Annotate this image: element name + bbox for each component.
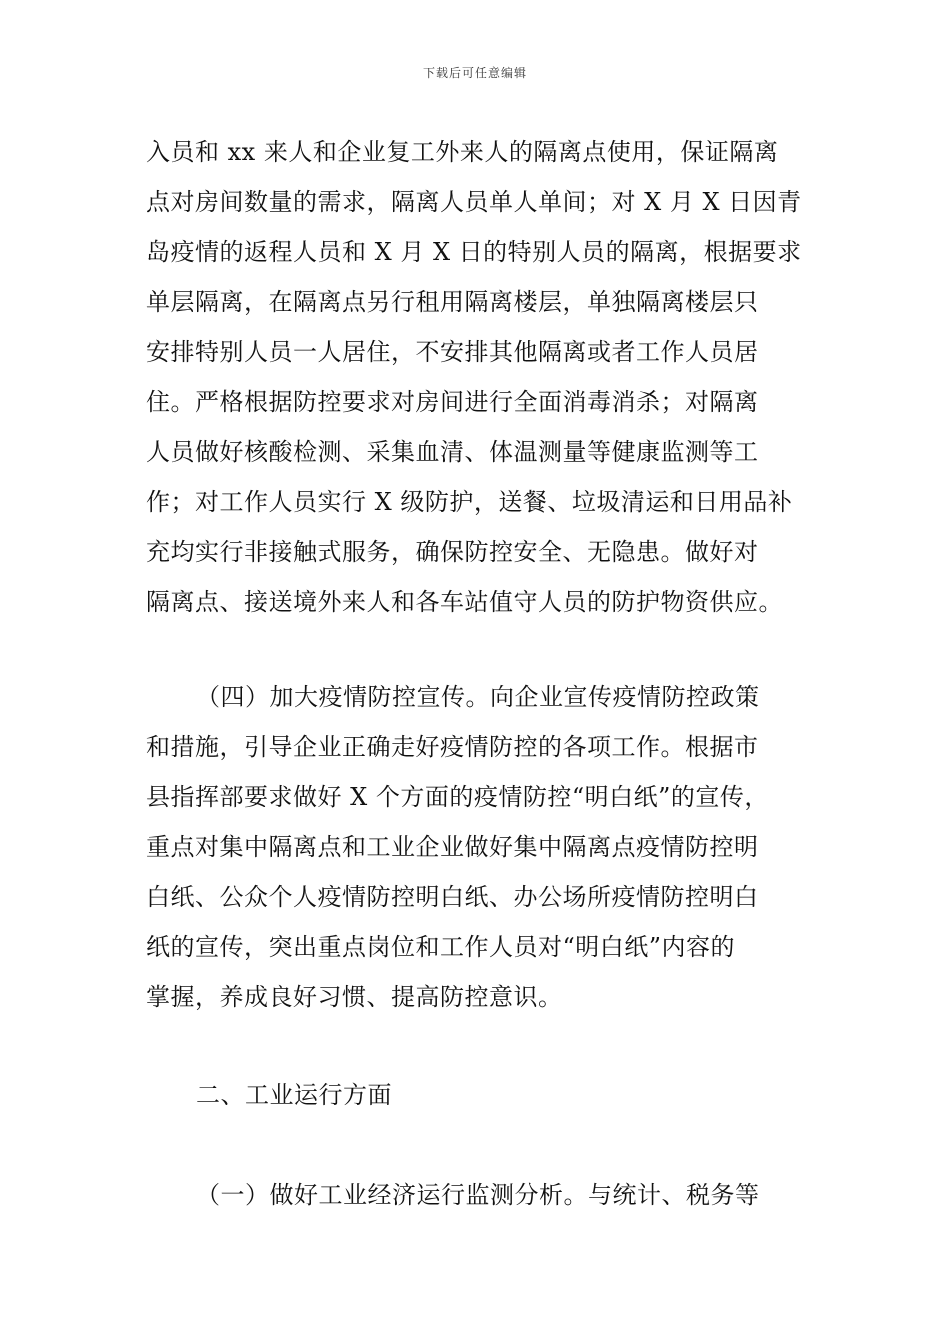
- paragraph-line: 纸的宣传，突出重点岗位和工作人员对“明白纸”内容的: [146, 933, 736, 961]
- paragraph-line: 安排特别人员一人居住，不安排其他隔离或者工作人员居: [146, 338, 759, 366]
- paragraph-line: 单层隔离，在隔离点另行租用隔离楼层，单独隔离楼层只: [146, 288, 759, 316]
- section-heading-1: （一）做好工业经济运行监测分析。与统计、税务等: [196, 1181, 760, 1209]
- paragraph-line: 和措施，引导企业正确走好疫情防控的各项工作。根据市: [146, 733, 759, 761]
- paragraph-line: 点对房间数量的需求，隔离人员单人单间；对 X 月 X 日因青: [146, 188, 802, 216]
- paragraph-line: 岛疫情的返程人员和 X 月 X 日的特别人员的隔离，根据要求: [146, 238, 802, 266]
- page-header: 下载后可任意编辑: [422, 66, 527, 80]
- chapter-heading: 二、工业运行方面: [196, 1081, 392, 1109]
- paragraph-line: 重点对集中隔离点和工业企业做好集中隔离点疫情防控明: [146, 833, 759, 861]
- paragraph-line: 县指挥部要求做好 X 个方面的疫情防控“明白纸”的宣传，: [146, 783, 769, 811]
- paragraph-line: 掌握，养成良好习惯、提高防控意识。: [146, 983, 563, 1011]
- paragraph-line: 隔离点、接送境外来人和各车站值守人员的防护物资供应。: [146, 588, 783, 616]
- paragraph-line: 充均实行非接触式服务，确保防控安全、无隐患。做好对: [146, 538, 759, 566]
- paragraph-line: 白纸、公众个人疫情防控明白纸、办公场所疫情防控明白: [146, 883, 759, 911]
- paragraph-line: 入员和 xx 来人和企业复工外来人的隔离点使用，保证隔离: [146, 138, 779, 166]
- paragraph-line: 作；对工作人员实行 X 级防护，送餐、垃圾清运和日用品补: [146, 488, 793, 516]
- section-heading-4: （四）加大疫情防控宣传。向企业宣传疫情防控政策: [196, 683, 760, 711]
- paragraph-line: 人员做好核酸检测、采集血清、体温测量等健康监测等工: [146, 438, 759, 466]
- paragraph-line: 住。严格根据防控要求对房间进行全面消毒消杀；对隔离: [146, 388, 759, 416]
